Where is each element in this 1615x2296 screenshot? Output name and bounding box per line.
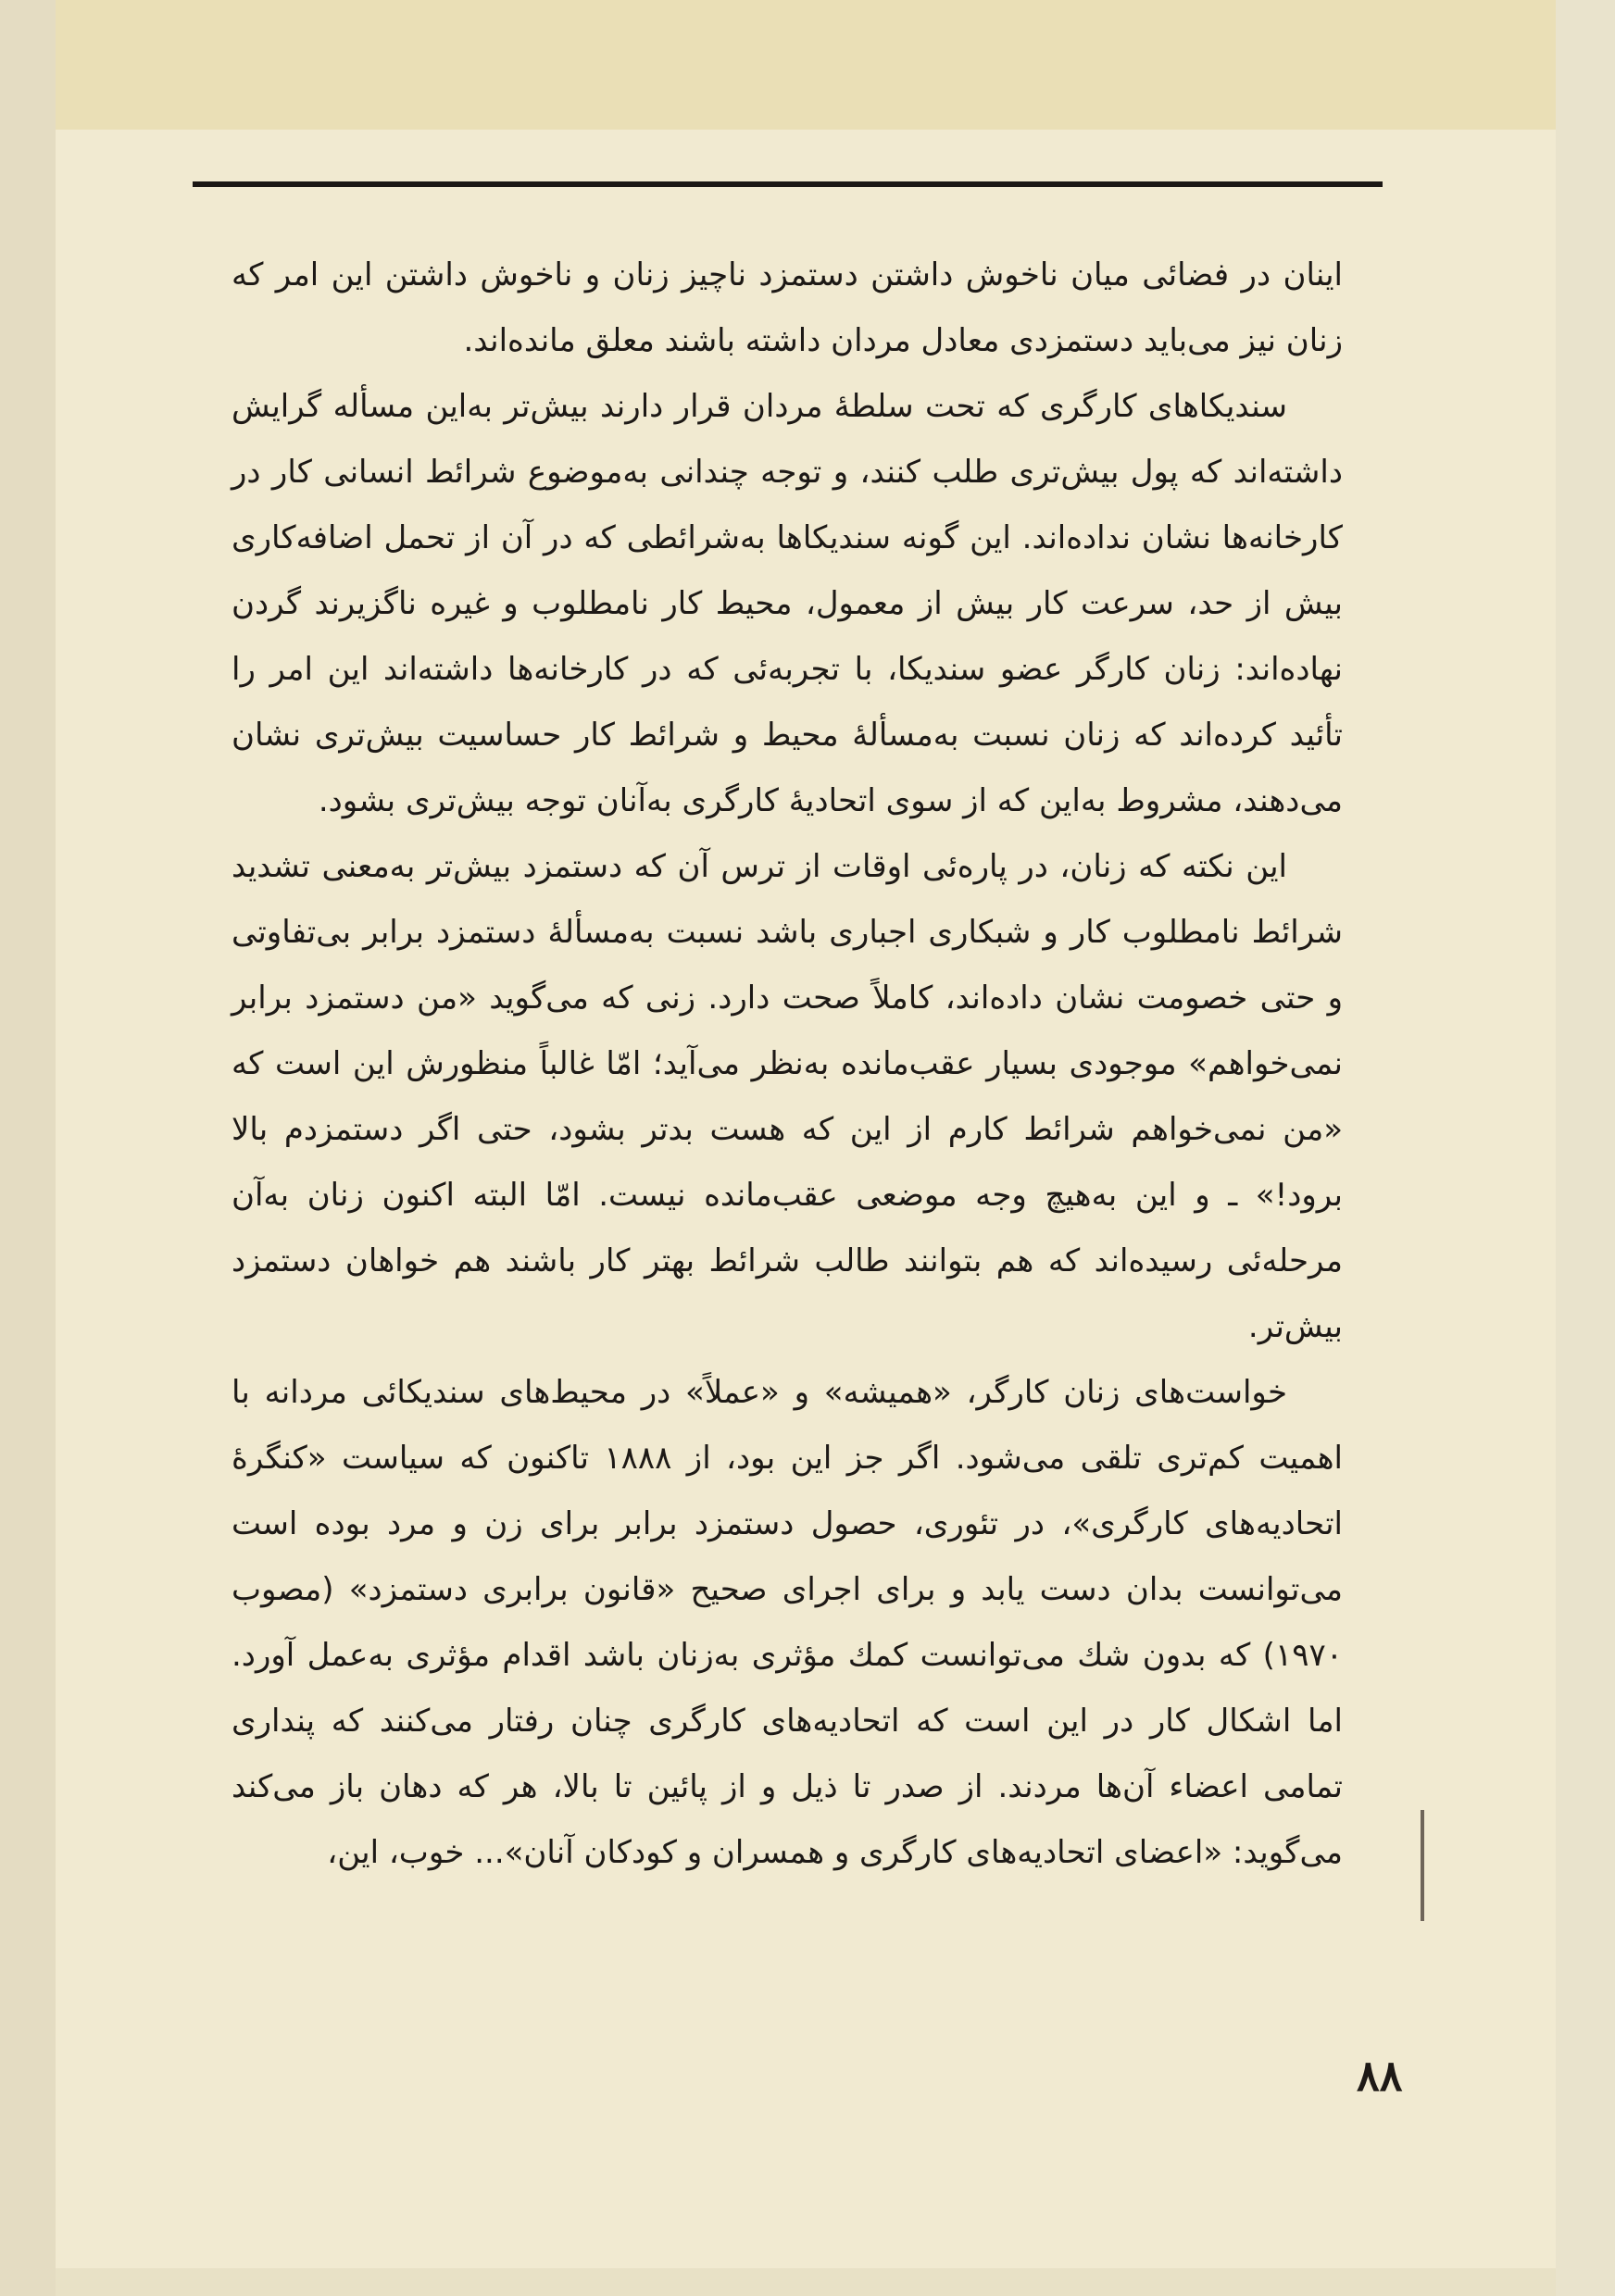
page-number: ۸۸	[1357, 2051, 1403, 2101]
left-margin-strip	[0, 0, 56, 2296]
right-margin-strip	[1556, 0, 1615, 2296]
paragraph: این نکته که زنان، در پاره‌ئی اوقات از ترس آن که دستمزد بیش‌تر به‌معنی تشدید شرائط نامطلوب کار و شبکاری اجباری باشد نسبت به‌مسألهٔ دستمزد برابر بی‌تفاوتی و حتی خصومت نشان داده‌اند، کاملاً صحت دارد. زنی که می‌گوید «من دستمزد برابر نمی‌خواهم» موجودی بسیار عقب‌مانده به‌نظر می‌آید؛ امّا غالباً منظورش این است که «من نمی‌خواهم شرائط کارم از این که هست بدتر بشود، حتی اگر دستمزدم بالا برود!» ـ و این به‌هیچ وجه موضعی عقب‌مانده نیست. امّا البته اکنون زنان به‌آن مرحله‌ئی رسیده‌اند که هم بتوانند طالب شرائط بهتر کار باشند هم خواهان دستمزد بیش‌تر.	[232, 848, 1343, 1345]
body-text	[232, 243, 1343, 1886]
paragraph: سندیکاهای کارگری که تحت سلطهٔ مردان قرار دارند بیش‌تر به‌این مسأله گرایش داشته‌اند که پول بیش‌تری طلب کنند، و توجه چندانی به‌موضوع شرائط انسانی کار در کارخانه‌ها نشان نداده‌اند. این گونه سندیکاها به‌شرائطی که در آن از تحمل اضافه‌کاری بیش از حد، سرعت کار بیش از معمول، محیط کار نامطلوب و غیره ناگزیرند گردن نهاده‌اند: زنان کارگر عضو سندیکا، با تجربه‌ئی که در کارخانه‌ها داشته‌اند این امر را تأئید کرده‌اند که زنان نسبت به‌مسألهٔ محیط و شرائط کار حساسیت بیش‌تری نشان می‌دهند، مشروط به‌این که از سوی اتحادیهٔ کارگری به‌آنان توجه بیش‌تری بشود.	[232, 388, 1343, 819]
header-rule	[193, 181, 1383, 187]
paragraph: اینان در فضائی میان ناخوش داشتن دستمزد ناچیز زنان و ناخوش داشتن این امر که زنان نیز می‌باید دستمزدی معادل مردان داشته باشند معلق مانده‌اند.	[232, 256, 1343, 359]
paragraph: خواست‌های زنان کارگر، «همیشه» و «عملاً» در محیط‌های سندیکائی مردانه با اهمیت کم‌تری تلقی می‌شود. اگر جز این بود، از ۱۸۸۸ تاکنون که سیاست «کنگرهٔ اتحادیه‌های کارگری»، در تئوری، حصول دستمزد برابر برای زن و مرد بوده است می‌توانست بدان دست یابد و برای اجرای صحیح «قانون برابری دستمزد» (مصوب ۱۹۷۰) که بدون شك می‌توانست کمك مؤثری به‌زنان باشد اقدام مؤثری به‌عمل آورد. اما اشکال کار در این است که اتحادیه‌های کارگری چنان رفتار می‌کنند که پنداری تمامی اعضاء آن‌ها مردند. از صدر تا ذیل و از پائین تا بالا، هر که دهان باز می‌کند می‌گوید: «اعضای اتحادیه‌های کارگری و همسران و کودکان آنان»... خوب، این،	[232, 1374, 1344, 1871]
bottom-margin-strip	[56, 2268, 1556, 2296]
margin-mark	[1421, 1810, 1424, 1921]
top-margin-strip	[56, 0, 1556, 130]
